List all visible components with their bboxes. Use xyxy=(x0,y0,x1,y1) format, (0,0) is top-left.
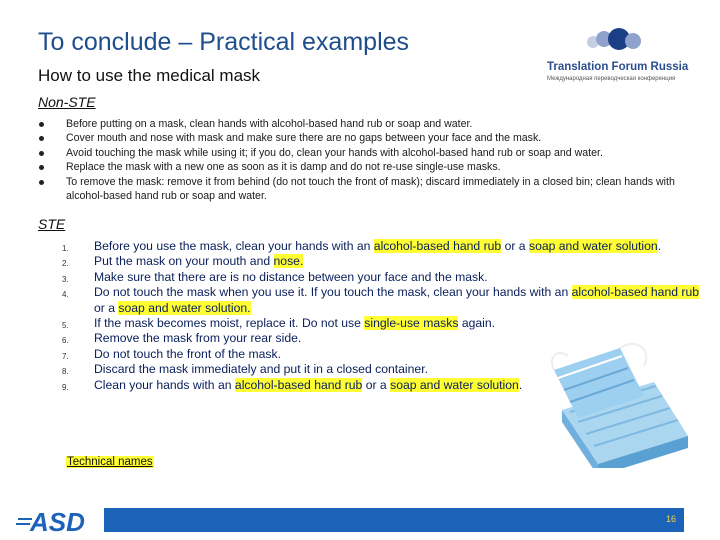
ste-item-text: Do not touch the mask when you use it. If you touch the mask, clean your hands with an xyxy=(94,285,572,300)
non-ste-item xyxy=(38,175,678,204)
ste-item xyxy=(62,254,702,269)
technical-name-highlight: soap and water solution. xyxy=(118,300,251,315)
translation-forum-russia-logo xyxy=(545,22,689,92)
ste-item-number: 4. xyxy=(62,290,69,300)
technical-name-highlight: alcohol-based hand rub xyxy=(234,377,363,392)
ste-item-text: Clean your hands with an xyxy=(94,377,235,392)
medical-mask-image xyxy=(548,318,698,468)
footer-bar xyxy=(104,508,684,532)
ste-item-text: . xyxy=(657,239,662,253)
ste-item-text: or a xyxy=(501,239,529,253)
ste-item-number: 2. xyxy=(62,259,69,269)
technical-name-highlight: single-use masks xyxy=(364,316,459,331)
asd-logo-text: ASD xyxy=(30,507,85,535)
non-ste-item xyxy=(38,146,678,160)
ste-item xyxy=(62,270,702,285)
slide-subtitle: How to use the medical mask xyxy=(38,66,261,85)
ste-label: STE xyxy=(38,216,66,232)
non-ste-item xyxy=(38,117,678,131)
ste-item-text: Do not touch the front of the mask. xyxy=(94,346,281,361)
bullet-icon xyxy=(39,165,44,170)
technical-name-highlight: soap and water solution xyxy=(528,239,658,253)
ste-item-number: 1. xyxy=(62,244,69,253)
non-ste-item-text: To remove the mask: remove it from behind (do not touch the front of mask); discard immediately in a closed bin; clean hands with alcohol-based hand rub or soap and water. xyxy=(66,175,675,203)
non-ste-label: Non-STE xyxy=(38,94,96,110)
bullet-icon xyxy=(39,136,44,141)
non-ste-item-text: Cover mouth and nose with mask and make sure there are no gaps between your face and the mask. xyxy=(66,132,542,145)
ste-item-text: Put the mask on your mouth and xyxy=(94,254,274,269)
non-ste-item-text: Replace the mask with a new one as soon as it is damp and do not re-use single-use masks. xyxy=(66,161,501,174)
ste-item-number: 8. xyxy=(62,367,69,377)
ste-item-text: Make sure that there are is no distance between your face and the mask. xyxy=(94,269,488,284)
technical-name-highlight: alcohol-based hand rub xyxy=(571,285,700,300)
slide-title: To conclude – Practical examples xyxy=(38,28,410,56)
non-ste-item-text: Before putting on a mask, clean hands with alcohol-based hand rub or soap and water. xyxy=(66,118,473,130)
technical-name-highlight: alcohol-based hand rub xyxy=(373,239,502,253)
asd-logo xyxy=(16,505,88,540)
non-ste-item xyxy=(38,131,678,145)
ste-item-number: 6. xyxy=(62,336,69,346)
bullet-icon xyxy=(39,180,44,185)
ste-item-text: or a xyxy=(362,377,391,392)
non-ste-list xyxy=(38,117,678,203)
ste-item-number: 9. xyxy=(62,382,69,392)
bullet-icon xyxy=(39,122,44,127)
ste-item-text: . xyxy=(518,377,523,392)
ste-item-text: Before you use the mask, clean your hands with an xyxy=(94,239,374,253)
ste-item-text: Remove the mask from your rear side. xyxy=(94,331,302,346)
ste-item xyxy=(62,285,702,316)
ste-item-text: or a xyxy=(94,300,119,315)
tfr-logo-subtitle: Международная переводческая конференция xyxy=(547,76,676,82)
tfr-circles-icon xyxy=(545,22,685,62)
ste-item-text: again. xyxy=(458,316,496,331)
technical-name-highlight: soap and water solution xyxy=(390,377,519,392)
page-number: 16 xyxy=(665,514,676,524)
non-ste-item-text: Avoid touching the mask while using it; if you do, clean your hands with alcohol-based hand rub or soap and water. xyxy=(66,146,603,159)
asd-logo-icon xyxy=(16,505,88,535)
ste-item-number: 5. xyxy=(62,321,69,331)
ste-item xyxy=(62,239,702,254)
tfr-logo-name: Translation Forum Russia xyxy=(547,61,689,73)
non-ste-item xyxy=(38,160,678,174)
ste-item-text: If the mask becomes moist, replace it. Do not use xyxy=(94,316,365,331)
technical-names-label: Technical names xyxy=(67,456,153,468)
bullet-icon xyxy=(39,151,44,156)
ste-item-number: 7. xyxy=(62,351,69,361)
technical-name-highlight: nose. xyxy=(273,254,304,269)
ste-item-text: Discard the mask immediately and put it in a closed container. xyxy=(94,362,428,377)
ste-item-number: 3. xyxy=(62,274,69,284)
